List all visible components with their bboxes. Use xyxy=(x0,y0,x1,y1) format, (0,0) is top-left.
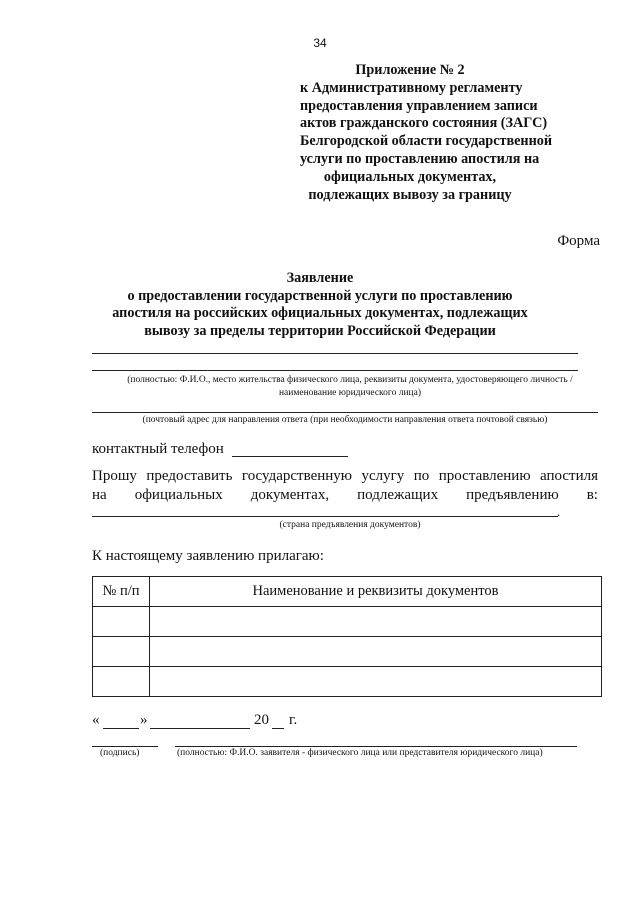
table-cell[interactable] xyxy=(150,607,602,637)
page-number: 34 xyxy=(313,36,327,50)
appendix-line: к Административному регламенту xyxy=(300,79,523,96)
date-open-quote: « xyxy=(92,712,100,728)
appendix-line: предоставления управлением записи xyxy=(300,97,538,114)
address-caption: (почтовый адрес для направления ответа (при необходимости направления ответа почтовой связью) xyxy=(142,415,548,425)
table-cell[interactable] xyxy=(93,667,150,697)
fullname-line[interactable] xyxy=(175,746,577,747)
date-day-field[interactable] xyxy=(103,728,139,729)
fullname-caption: (полностью: Ф.И.О. заявителя - физического лица или представителя юридического лица) xyxy=(177,748,543,758)
signature-line[interactable] xyxy=(92,746,158,747)
table-row xyxy=(93,637,602,667)
column-header-documents: Наименование и реквизиты документов xyxy=(150,577,602,607)
request-text-line2 xyxy=(92,487,598,504)
appendix-line: актов гражданского состояния (ЗАГС) xyxy=(300,115,548,132)
date-month-field[interactable] xyxy=(150,728,250,729)
phone-label: контактный телефон xyxy=(92,441,224,457)
request-word: в: xyxy=(586,487,598,503)
table-header-row xyxy=(93,577,602,607)
phone-field[interactable] xyxy=(232,456,348,457)
table-row xyxy=(93,607,602,637)
request-text-line1: Прошу предоставить государственную услугу по проставлению апостиля xyxy=(92,468,598,484)
applicant-caption: (полностью: Ф.И.О., место жительства физического лица, реквизиты документа, удостоверяющего личность /наименование юридического лица) xyxy=(127,375,573,398)
address-line[interactable] xyxy=(92,412,598,413)
form-label: Форма xyxy=(557,233,600,249)
appendix-line: подлежащих вывозу за границу xyxy=(308,186,512,203)
appendix-header xyxy=(300,62,553,204)
heading-line: о предоставлении государственной услуги по проставлению xyxy=(127,287,513,304)
applicant-line-2[interactable] xyxy=(92,370,578,371)
table-cell[interactable] xyxy=(93,607,150,637)
attach-intro: К настоящему заявлению прилагаю: xyxy=(92,548,324,564)
request-word: подлежащих xyxy=(357,487,439,503)
date-year-prefix: 20 xyxy=(254,712,269,728)
heading-title: Заявление xyxy=(286,270,354,286)
heading-line: апостиля на российских официальных документах, подлежащих xyxy=(112,305,528,321)
date-close-quote: » xyxy=(140,712,148,728)
request-word: на xyxy=(92,487,107,503)
request-word: документах, xyxy=(250,487,330,503)
date-year-field[interactable] xyxy=(272,728,284,729)
document-heading xyxy=(0,270,640,340)
country-period: . xyxy=(557,504,561,519)
country-field[interactable] xyxy=(92,516,558,517)
appendix-line: услуги по проставлению апостиля на xyxy=(300,150,540,167)
request-word: предъявлению xyxy=(466,487,559,503)
date-year-suffix: г. xyxy=(289,712,298,728)
table-cell[interactable] xyxy=(150,637,602,667)
applicant-line-1[interactable] xyxy=(92,353,578,354)
country-caption: (страна предъявления документов) xyxy=(279,520,421,530)
appendix-line: официальных документах, xyxy=(323,168,497,185)
table-cell[interactable] xyxy=(93,637,150,667)
request-word: официальных xyxy=(134,487,223,503)
column-header-number: № п/п xyxy=(93,577,150,607)
table-row xyxy=(93,667,602,697)
documents-table xyxy=(92,576,602,697)
table-cell[interactable] xyxy=(150,667,602,697)
signature-caption: (подпись) xyxy=(100,748,140,758)
appendix-line: Белгородской области государственной xyxy=(300,133,553,150)
appendix-line: Приложение № 2 xyxy=(355,62,465,78)
heading-line: вывозу за пределы территории Российской Федерации xyxy=(144,322,496,339)
